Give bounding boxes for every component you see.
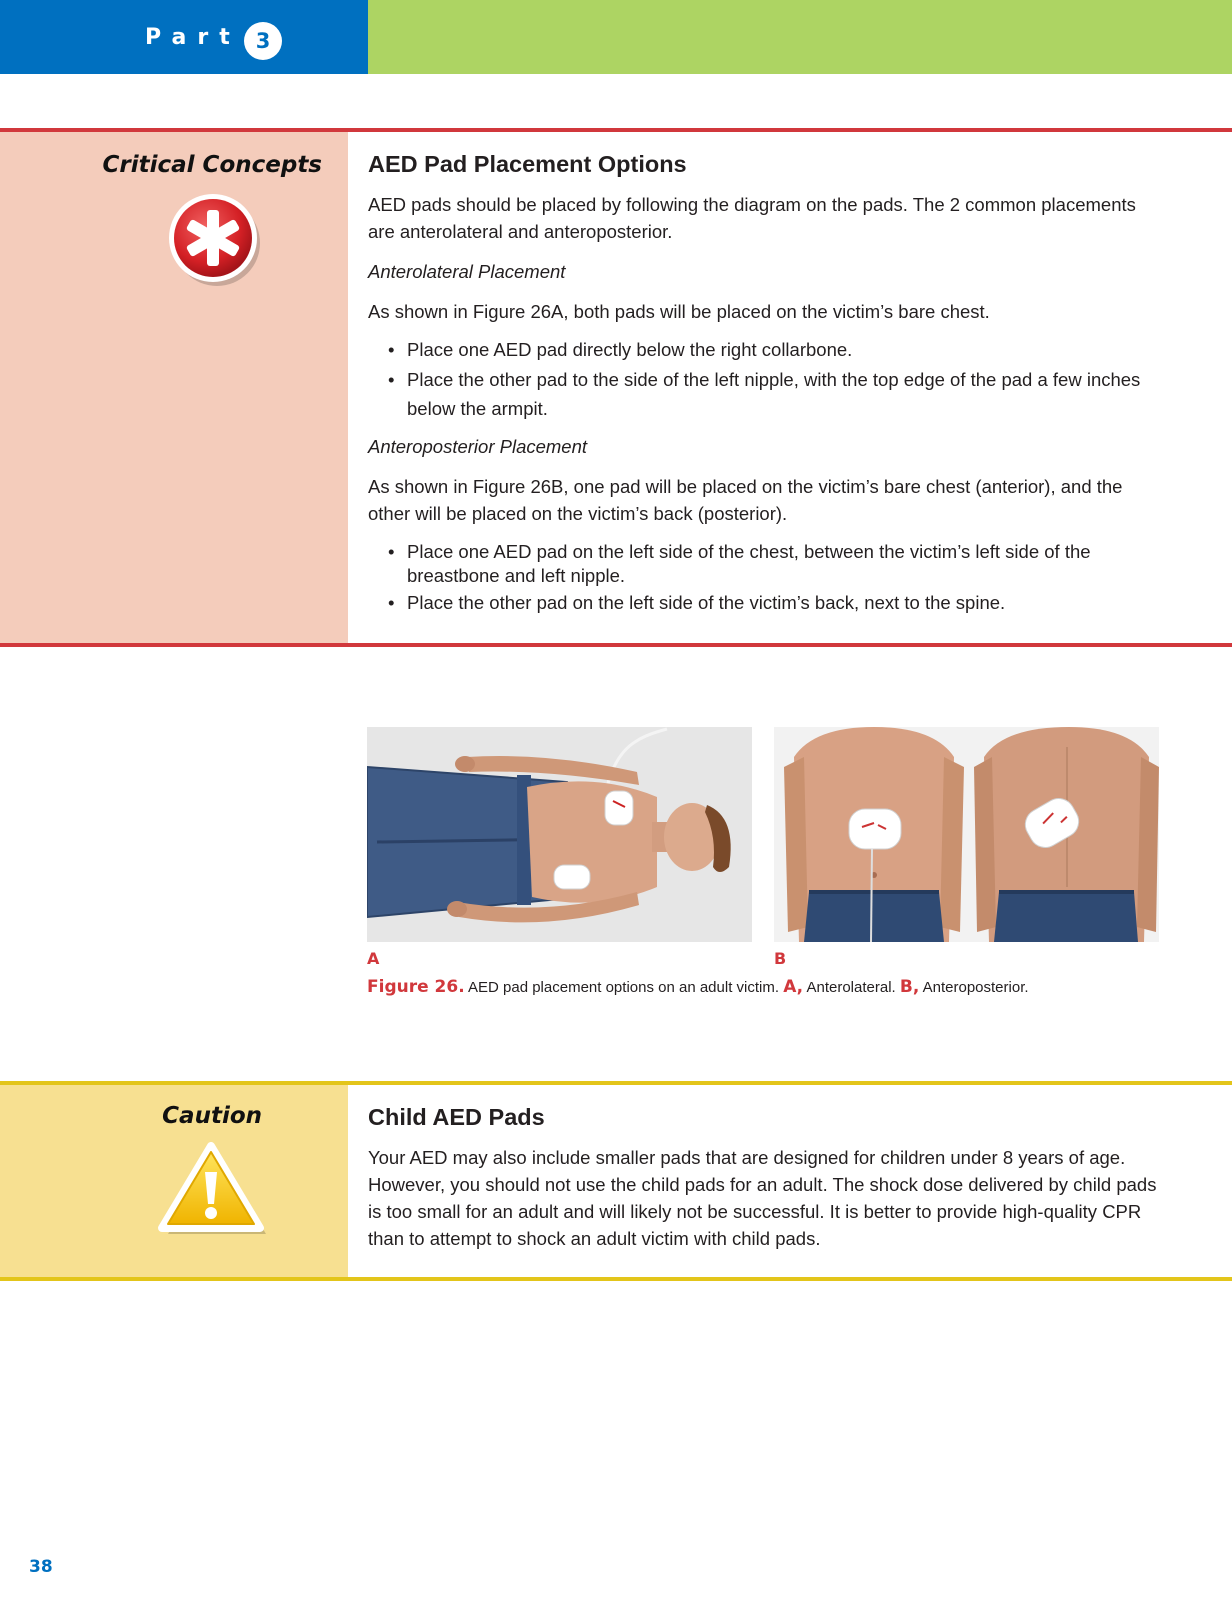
list-item: • Place one AED pad directly below the right collarbone. [388, 338, 1158, 362]
header-accent-band [368, 0, 1232, 74]
anteroposterior-list [388, 540, 1158, 615]
bottom-rule [0, 643, 1232, 647]
list-item: • Place the other pad to the side of the left nipple, with the top edge of the pad a few inches below the armpit. [388, 365, 1158, 423]
caution-callout [0, 1081, 1232, 1281]
critical-concepts-callout [0, 128, 1232, 647]
bottom-rule [0, 1277, 1232, 1281]
intro-paragraph: AED pads should be placed by following the diagram on the pads. The 2 common placements are anterolateral and anteroposterior. [368, 194, 1136, 242]
list-item: • Place the other pad on the left side of the victim’s back, next to the spine. [388, 591, 1158, 615]
critical-concepts-label: Critical Concepts [102, 152, 322, 178]
figure-letter-b: B [774, 949, 787, 968]
caption-text: AED pad placement options on an adult victim. [468, 979, 780, 996]
caution-body [368, 1102, 1158, 1265]
caption-text-b: Anteroposterior. [922, 979, 1029, 996]
part-label: Part [145, 25, 241, 50]
part-number-badge: 3 [244, 22, 282, 60]
top-rule [0, 128, 1232, 132]
caution-label: Caution [162, 1103, 262, 1129]
warning-icon [158, 1142, 268, 1247]
critical-concepts-sidebar [0, 128, 348, 647]
caution-paragraph: Your AED may also include smaller pads that are designed for children under 8 years of age. However, you should not use the child pads for an adult. The shock dose delivered by child pads is too small for an adult and will likely not be successful. It is better to provide high-quality CPR than to attempt to shock an adult victim with child pads. [368, 1147, 1157, 1249]
figure-photo-anterolateral [367, 727, 752, 942]
anterolateral-heading: Anterolateral Placement [368, 261, 566, 282]
section-title: AED Pad Placement Options [368, 151, 687, 177]
caption-text-a: Anterolateral. [806, 979, 896, 996]
figure-number: Figure 26. [367, 977, 465, 997]
figure-letter-a: A [367, 949, 380, 968]
section-title: Child AED Pads [368, 1104, 545, 1130]
asterisk-icon [166, 190, 264, 293]
anteroposterior-heading: Anteroposterior Placement [368, 436, 588, 457]
list-item: • Place one AED pad on the left side of the chest, between the victim’s left side of the breastbone and left nipple. [388, 540, 1158, 588]
page-number: 38 [29, 1557, 53, 1577]
anterolateral-list [388, 338, 1158, 423]
caption-label-a: A, [783, 977, 804, 997]
top-rule [0, 1081, 1232, 1085]
critical-concepts-body [368, 149, 1158, 625]
anteroposterior-text: As shown in Figure 26B, one pad will be placed on the victim’s bare chest (anterior), and the other will be placed on the victim’s back (posterior). [368, 476, 1123, 524]
figure-photo-anteroposterior [774, 727, 1159, 942]
anterolateral-text: As shown in Figure 26A, both pads will be placed on the victim’s bare chest. [368, 301, 990, 322]
caption-label-b: B, [899, 977, 920, 997]
figure-caption [367, 977, 1029, 997]
caution-sidebar [0, 1081, 348, 1281]
